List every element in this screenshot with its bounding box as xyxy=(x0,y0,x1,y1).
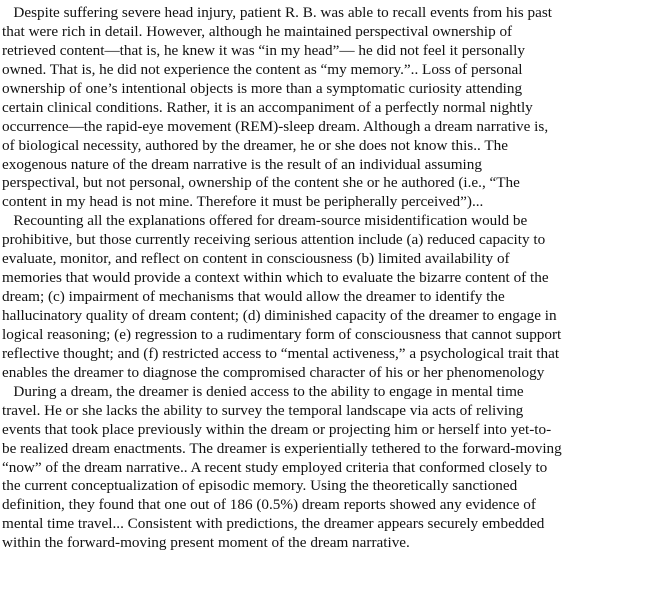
text-line: owned. That is, he did not experience the content as “my memory.”.. Loss of personal xyxy=(2,60,523,78)
text-line: hallucinatory quality of dream content; (d) diminished capacity of the dreamer to engage in xyxy=(2,307,557,324)
text-line: perspectival, but not personal, ownership of the content she or he authored (i.e., “The xyxy=(2,174,520,192)
text-line: evaluate, monitor, and reflect on content in consciousness (b) limited availability of xyxy=(2,250,510,268)
text-line: exogenous nature of the dream narrative is the result of an individual assuming xyxy=(2,155,482,173)
text-line: enables the dreamer to diagnose the compromised character of his or her phenomenology xyxy=(2,363,545,381)
text-line: events that took place previously within the dream or projecting him or herself into yet-to- xyxy=(2,420,552,438)
text-line: be realized dream enactments. The dreamer is experientially tethered to the forward-moving xyxy=(2,439,562,457)
text-line: memories that would provide a context within which to evaluate the bizarre content of the xyxy=(2,269,549,287)
text-line: travel. He or she lacks the ability to survey the temporal landscape via acts of reliving xyxy=(2,401,524,419)
text-line: certain clinical conditions. Rather, it is an accompaniment of a perfectly normal nightly xyxy=(2,98,533,116)
text-line: content in my head is not mine. Therefore it must be peripherally perceived”)... xyxy=(2,193,484,211)
paragraph-3 xyxy=(2,383,653,553)
text-line: logical reasoning; (e) regression to a rudimentary form of consciousness that cannot support xyxy=(2,325,562,343)
text-line: within the forward-moving present moment of the dream narrative. xyxy=(2,534,410,552)
text-line: occurrence—the rapid-eye movement (REM)-sleep dream. Although a dream narrative is, xyxy=(2,117,549,135)
text-line: ownership of one’s intentional objects is more than a symptomatic curiosity attending xyxy=(2,79,523,97)
text-line: the current conceptualization of episodic memory. Using the theoretically sanctioned xyxy=(2,477,518,495)
text-line: Despite suffering severe head injury, patient R. B. was able to recall events from his past xyxy=(2,4,552,21)
text-line: During a dream, the dreamer is denied access to the ability to engage in mental time xyxy=(2,382,524,400)
text-line: reflective thought; and (f) restricted access to “mental activeness,” a psychological trait that xyxy=(2,344,560,362)
text-line: “now” of the dream narrative.. A recent study employed criteria that conformed closely to xyxy=(2,458,548,476)
paragraph-2 xyxy=(2,212,653,382)
text-line: prohibitive, but those currently receiving serious attention include (a) reduced capacity to xyxy=(2,231,546,249)
text-line: Recounting all the explanations offered for dream-source misidentification would be xyxy=(2,212,528,230)
text-line: that were rich in detail. However, although he maintained perspectival ownership of xyxy=(2,22,513,40)
text-line: definition, they found that one out of 186 (0.5%) dream reports showed any evidence of xyxy=(2,496,536,514)
text-line: mental time travel... Consistent with predictions, the dreamer appears securely embedded xyxy=(2,515,545,533)
text-line: retrieved content—that is, he knew it was “in my head”— he did not feel it personally xyxy=(2,41,525,59)
text-line: dream; (c) impairment of mechanisms that would allow the dreamer to identify the xyxy=(2,288,505,306)
text-line: of biological necessity, authored by the dreamer, he or she does not know this.. The xyxy=(2,136,508,154)
paragraph-1 xyxy=(2,4,653,212)
